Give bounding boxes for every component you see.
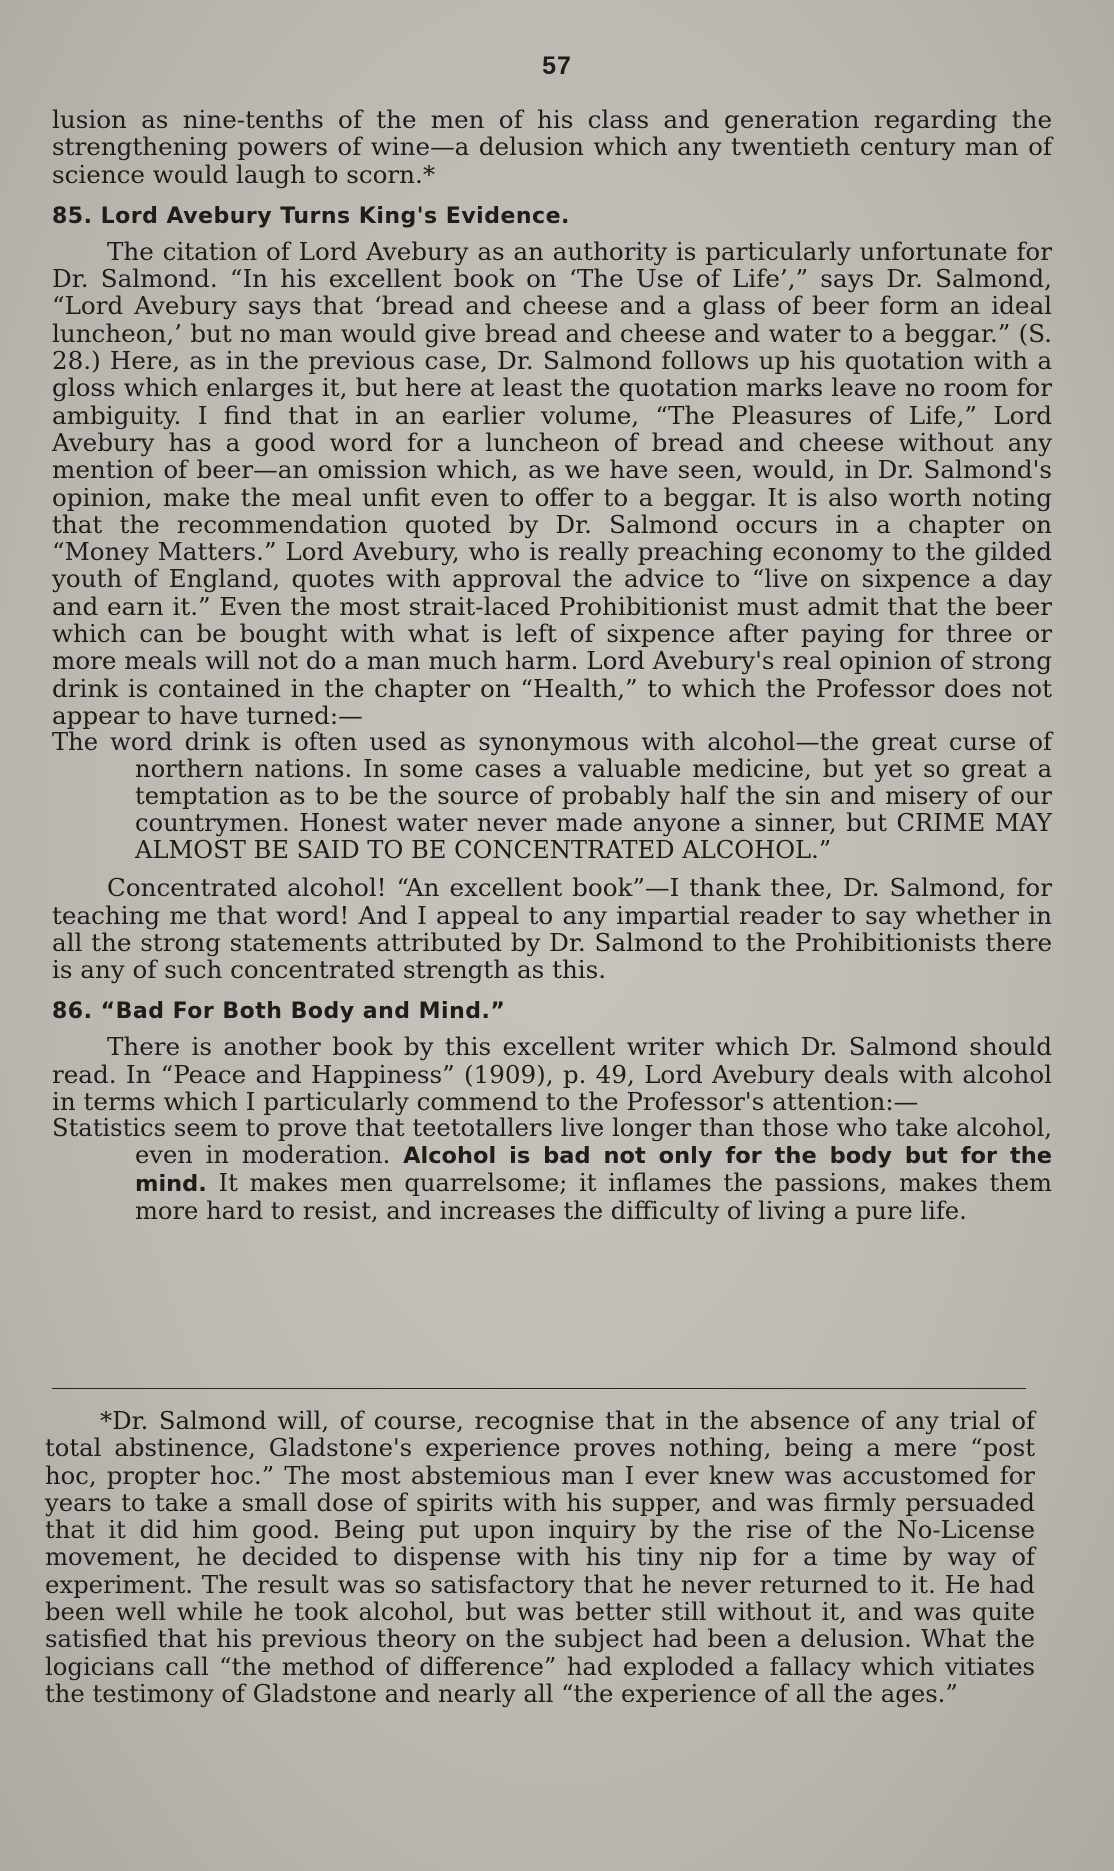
quote-start-text: Statistics seem to prove that teetotallers live longer than those who take alcohol, even in moderation. <box>52 1114 1052 1170</box>
body-text <box>52 106 1052 1225</box>
section-85-paragraph-1: The citation of Lord Avebury as an authority is particularly unfortunate for Dr. Salmond. “In his excellent book on ‘The Use of Life’,” says Dr. Salmond, “Lord Avebury says that ‘bread and cheese and a glass of beer form an ideal luncheon,’ but no man would give bread and cheese and water to a beggar.” (S. 28.) Here, as in the previous case, Dr. Salmond follows up his quotation with a gloss which enlarges it, but here at least the quotation marks leave no room for ambiguity. I find that in an earlier volume, “The Pleasures of Life,” Lord Avebury has a good word for a luncheon of bread and cheese without any mention of beer—an omission which, as we have seen, would, in Dr. Salmond's opinion, make the meal unfit even to offer to a beggar. It is also worth noting that the recommendation quoted by Dr. Salmond occurs in a chapter on “Money Matters.” Lord Avebury, who is really preaching economy to the gilded youth of England, quotes with approval the advice to “live on sixpence a day and earn it.” Even the most strait-laced Prohibitionist must admit that the beer which can be bought with what is left of sixpence after paying for three or more meals will not do a man much harm. Lord Avebury's real opinion of strong drink is contained in the chapter on “Health,” to which the Professor does not appear to have turned:— <box>52 236 1052 730</box>
section-85-heading: 85. Lord Avebury Turns King's Evidence. <box>52 203 570 229</box>
quote-end-text: It makes men quarrelsome; it inflames the passions, makes them more hard to resist, and increases the difficulty of living a pure life. <box>135 1169 1052 1226</box>
section-85-paragraph-2: Concentrated alcohol! “An excellent book”—I thank thee, Dr. Salmond, for teaching me that word! And I appeal to any impartial reader to say whether in all the strong statements attributed by Dr. Salmond to the Prohibitionists there is any of such concentrated strength as this. <box>52 873 1052 985</box>
footnote <box>45 1407 1035 1707</box>
section-85-block-quote: The word drink is often used as synonymous with alcohol—the great curse of northern nations. In some cases a valuable medicine, but yet so great a temptation as to be the source of probably half the sin and misery of our countrymen. Honest water never made anyone a sinner, but CRIME MAY ALMOST BE SAID TO BE CONCENTRATED ALCOHOL.” <box>52 728 1052 865</box>
footnote-divider <box>52 1388 1026 1389</box>
footnote-text: *Dr. Salmond will, of course, recognise that in the absence of any trial of total abstinence, Gladstone's experience proves nothing, being a mere “post hoc, propter hoc.” The most abstemious man I ever knew was accustomed for years to take a small dose of spirits with his supper, and was firmly persuaded that it did him good. Being put upon inquiry by the rise of the No-License movement, he decided to dispense with his tiny nip for a time by way of experiment. The result was so satisfactory that he never returned to it. He had been well while he took alcohol, but was better still without it, and was quite satisfied that his previous theory on the subject had been a delusion. What the logicians call “the method of difference” had exploded a fallacy which vitiates the testimony of Gladstone and nearly all “the experience of all the ages.” <box>45 1406 1035 1708</box>
page-number: 57 <box>542 52 572 80</box>
section-86-block-quote <box>52 1115 1052 1225</box>
intro-paragraph: lusion as nine-tenths of the men of his class and generation regarding the strengthening powers of wine—a delusion which any twentieth century man of science would laugh to scorn.* <box>52 105 1052 189</box>
section-86-heading: 86. “Bad For Both Body and Mind.” <box>52 999 506 1025</box>
quote-bold-text: Alcohol is bad not only for the body but for the mind. <box>135 1143 1052 1198</box>
section-86-paragraph-1: There is another book by this excellent writer which Dr. Salmond should read. In “Peace and Happiness” (1909), p. 49, Lord Avebury deals with alcohol in terms which I particularly commend to the Professor's attention:— <box>52 1032 1052 1117</box>
